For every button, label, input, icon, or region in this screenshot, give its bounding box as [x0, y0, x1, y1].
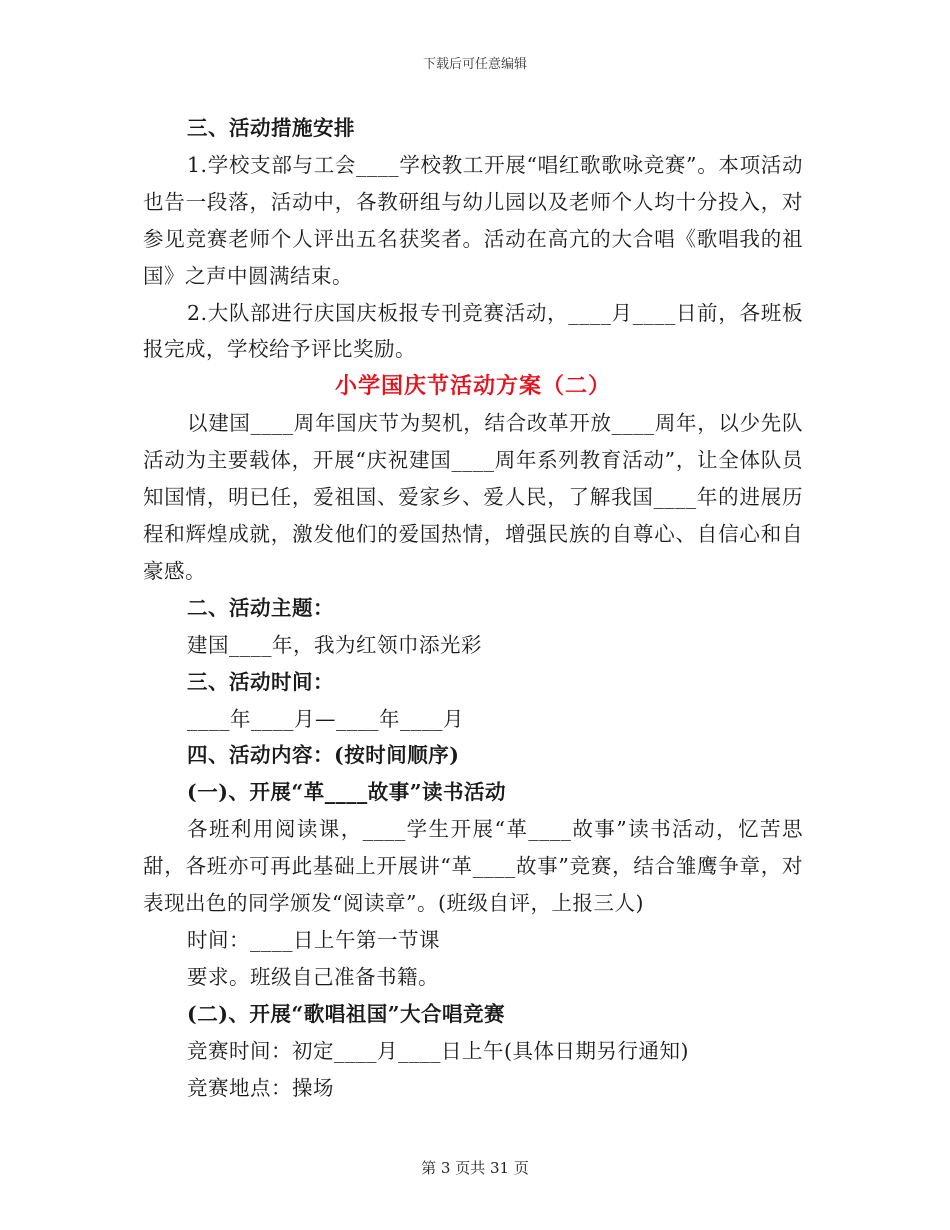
plan-intro: 以建国____周年国庆节为契机，结合改革开放____周年，以少先队活动为主要载体，开展“庆祝建国____周年系列教育活动”，让全体队员知国情，明已任，爱祖国、爱家乡、爱人民，了解我国____年的进展历程和辉煌成就，激发他们的爱国热情，增强民族的自尊心、自信心和自豪感。	[143, 411, 803, 583]
activity1-time: 时间：____日上午第一节课	[187, 927, 440, 952]
content-heading: 四、活动内容：(按时间顺序)	[187, 743, 460, 768]
activity2-time: 竞赛时间：初定____月____日上午(具体日期另行通知)	[187, 1038, 689, 1063]
page-footer: 第 3 页共 31 页	[421, 1159, 529, 1177]
activity1-body: 各班利用阅读课，____学生开展“革____故事”读书活动，忆苦思甜，各班亦可再此基础上开展讲“革____故事”竞赛，结合雏鹰争章，对表现出色的同学颁发“阅读章”。(班级自评，上报三人)	[143, 817, 803, 916]
activity2-place: 竞赛地点：操场	[187, 1075, 334, 1100]
activity1-heading: (一)、开展“革____故事”读书活动	[187, 780, 506, 805]
section-heading-measures: 三、活动措施安排	[187, 116, 355, 140]
measure-item-1: 1.学校支部与工会____学校教工开展“唱红歌歌咏竞赛”。本项活动也告一段落，活动中，各教研组与幼儿园以及老师个人均十分投入，对参见竞赛老师个人评出五名获奖者。活动在高亢的大合唱《歌唱我的祖国》之声中圆满结束。	[143, 152, 803, 288]
plan-title: 小学国庆节活动方案（二）	[334, 373, 611, 400]
time-heading: 三、活动时间：	[187, 669, 334, 694]
measure-item-2: 2.大队部进行庆国庆板报专刊竞赛活动，____月____日前，各班板报完成，学校给予评比奖励。	[143, 300, 803, 362]
document-body	[143, 110, 803, 1106]
theme-heading: 二、活动主题：	[187, 595, 334, 620]
page-header: 下载后可任意编辑	[422, 57, 527, 72]
time-text: ____年____月—____年____月	[187, 706, 464, 731]
activity2-heading: (二)、开展“歌唱祖国”大合唱竞赛	[187, 1001, 505, 1026]
activity1-requirement: 要求。班级自己准备书籍。	[187, 964, 439, 989]
theme-text: 建国____年，我为红领巾添光彩	[187, 632, 482, 657]
